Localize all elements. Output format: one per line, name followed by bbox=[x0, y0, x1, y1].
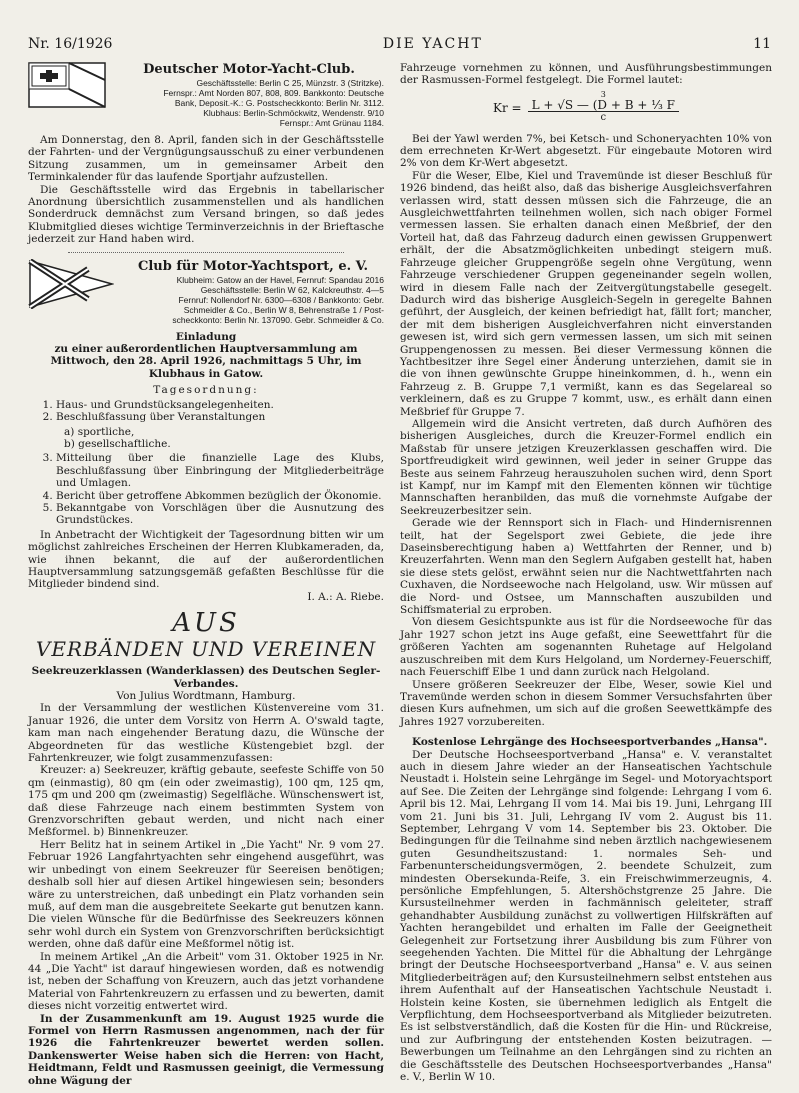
article-title: Seekreuzerklassen (Wanderklassen) des Deutschen Segler-Verbandes. bbox=[31, 665, 381, 690]
section-heading bbox=[28, 609, 384, 661]
club1-name: Deutscher Motor-Yacht-Club. bbox=[143, 62, 355, 77]
club1-line: Geschäftsstelle: Berlin C 25, Münzstr. 3 (Stritzke). bbox=[196, 78, 384, 88]
club2-header bbox=[28, 259, 384, 325]
hansa-title: Kostenlose Lehrgänge des Hochseesportverbandes „Hansa". bbox=[412, 736, 768, 749]
divider bbox=[68, 252, 344, 253]
right-column bbox=[400, 62, 772, 1084]
invite-title: Einladung bbox=[175, 330, 237, 343]
right-paragraph: Allgemein wird die Ansicht vertreten, daß durch Aufhören des bisherigen Ausgleiches, durch die Kreuzer-Formel endlich ein Maßstab für unsere jetzigen Kreuzerklassen geschaffen wird. Die Sportfreudigkeit wird gewinnen, weil jeder in seiner Gruppe das Beste aus seinem Fahrzeug herauszuholen suchen wird, denn Sport ist Kampf, nur im Kampf mit den Elementen können wir tüchtige Mannschaften heranbilden, das muß die vornehmste Aufgabe der Seekreuzerbesitzer sein. bbox=[400, 417, 772, 517]
magazine-title: DIE YACHT bbox=[382, 36, 483, 52]
club1-info bbox=[114, 62, 384, 128]
cross-flag-icon bbox=[28, 259, 114, 309]
club2-name: Club für Motor-Yachtsport, e. V. bbox=[137, 258, 369, 274]
club1-line: Fernspr.: Amt Grünau 1184. bbox=[279, 118, 384, 128]
right-paragraph: Von diesem Gesichtspunkte aus ist für die Nordseewoche für das Jahr 1927 schon jetzt ins Auge gefaßt, eine Seewettfahrt für die größeren Yachten am sogenannten Ruhetage auf Helgoland auszuschreiben mit dem Kurs Helgoland, um Norderney-Feuerschiff, nach Feuerschiff Elbe 1 und dann zurück nach Helgoland. bbox=[400, 616, 772, 679]
right-paragraph: Fahrzeuge vornehmen zu können, und Ausführungsbestimmungen der Rasmussen-Formel festgelegt. Die Formel lautet: bbox=[400, 62, 772, 87]
club2-closing: In Anbetracht der Wichtigkeit der Tagesordnung bitten wir um möglichst zahlreiches Erscheinen der Herren Klubkameraden, da, wie ihnen bekannt, die auf der außerordentlichen Hauptversammlung satzungsgemäß gefaßten Beschlüsse für die Mitglieder bindend sind. bbox=[28, 528, 384, 591]
burgee-icon bbox=[28, 62, 106, 108]
club1-paragraph: Am Donnerstag, den 8. April, fanden sich in der Geschäftsstelle der Fahrten- und der Vergnügungsausschuß zu einer verbundenen Sitzung zusammen, um in gemeinsamer Arbeit den Terminkalender für das laufende Sportjahr aufzustellen. bbox=[28, 134, 384, 184]
formula-lhs: Kr = bbox=[493, 100, 522, 115]
left-column bbox=[28, 62, 384, 1087]
club1-paragraph: Die Geschäftsstelle wird das Ergebnis in tabellarischer Anordnung übersichtlich zusammenstellen und als handlichen Sonderdruck demnächst zum Versand bringen, so daß jedes Klubmitglied dieses wichtige Terminverzeichnis in der Brieftasche jederzeit zur Hand haben wird. bbox=[28, 183, 384, 246]
club1-line: Bank, Deposit.-K.: G. Postscheckkonto: Berlin Nr. 3112. bbox=[174, 98, 384, 108]
article-paragraph: In der Zusammenkunft am 19. August 1925 wurde die Formel von Herrn Rasmussen angenommen, nach der für 1926 die Fahrtenkreuzer bewertet werden sollen. Dankenswerter Weise haben sich die Herren: von Hacht, Heidtmann, Feldt und Rasmussen geeinigt, die Vermessung ohne Wägung der bbox=[28, 1012, 384, 1087]
right-paragraph: Gerade wie der Rennsport sich in Flach- und Hindernisrennen teilt, hat der Segelsport zwei Gebiete, die jede ihre Daseinsberechtigung haben a) Wettfahrten der Renner, und b) Kreuzerfahrten. Wenn man den Seglern Aufgaben gestellt hat, haben sie diese stets gelöst, erwähnt seien nur die Nachtwettfahrten nach Cuxhaven, die Nordseewoche nach Helgoland, usw. Wir müssen auf die Nord- und Ostsee, um Mannschaften auszubilden und Schiffsmaterial zu erproben. bbox=[400, 517, 772, 617]
club1-header bbox=[28, 62, 384, 128]
agenda-list-cont bbox=[28, 452, 384, 526]
club2-line: Fernruf: Nollendorf Nr. 6300—6308 / Bankkonto: Gebr. bbox=[178, 294, 384, 305]
right-paragraph: Unsere größeren Seekreuzer der Elbe, Weser, sowie Kiel und Travemünde werden schon in diesem Sommer Versuchsfahrten über diesen Kurs aufnehmen, um sich auf die großen Seewettkämpfe des Jahres 1927 vorzubereiten. bbox=[400, 678, 772, 728]
agenda-sub-item: b) gesellschaftliche. bbox=[64, 437, 171, 450]
formula-fraction bbox=[528, 91, 679, 125]
club2-signature: I. A.: A. Riebe. bbox=[307, 590, 384, 603]
section-heading-line1: AUS bbox=[172, 608, 240, 639]
formula-denominator: c bbox=[600, 112, 607, 124]
club1-line: Fernspr.: Amt Norden 807, 808, 809. Bankkonto: Deutsche bbox=[163, 88, 384, 98]
agenda-item: 2. Beschlußfassung über Veranstaltungen bbox=[56, 411, 384, 423]
article-paragraph: In meinem Artikel „An die Arbeit" vom 31. Oktober 1925 in Nr. 44 „Die Yacht" ist darauf hingewiesen worden, daß es notwendig ist, neben der Schaffung von Kreuzern, auch das jetzt vorhandene Material von Fahrtenkreuzern zu erfassen und zu bewerten, damit dieses nicht vorzeitig entwertet wird. bbox=[28, 950, 384, 1013]
club2-line: scheckkonto: Berlin Nr. 137090. Gebr. Schmeidler & Co. bbox=[172, 314, 384, 325]
club2-info bbox=[122, 259, 384, 325]
invite-text: zu einer außerordentlichen Hauptversammlung am Mittwoch, den 28. April 1926, nachmittags 5 Uhr, im Klubhaus in Gatow. bbox=[50, 343, 362, 380]
agenda-sub-item: a) sportliche, bbox=[64, 425, 135, 438]
agenda-item: 4. Bericht über getroffene Abkommen bezüglich der Ökonomie. bbox=[56, 490, 384, 502]
right-paragraph: Bei der Yawl werden 7%, bei Ketsch- und Schoneryachten 10% von dem errechneten Kr-Wert abgesetzt. Für eingebaute Motoren wird 2% von dem Kr-Wert abgesetzt. bbox=[400, 132, 772, 170]
article-paragraph: Herr Belitz hat in seinem Artikel in „Die Yacht" Nr. 9 vom 27. Februar 1926 Langfahrtyachten sehr eingehend ausgeführt, was wir unbedingt von einem Seekreuzer für Seereisen benötigen; deshalb soll hier auf diesen Artikel hingewiesen sein; besonders wäre zu unterstreichen, daß unbedingt ein Platz vorhanden sein muß, auf dem man die ausgebreitete Seekarte gut benutzen kann. Die vielen Wünsche für die Bedürfnisse des Seekreuzers können sehr wohl durch ein System von Grenzvorschriften berücksichtigt werden, ohne daß dafür eine Meßformel nötig ist. bbox=[28, 838, 384, 951]
issue-number: Nr. 16/1926 bbox=[28, 36, 113, 52]
club2-line: Schmeidler & Co., Berlin W 8, Behrenstraße 1 / Post- bbox=[183, 304, 384, 315]
article-author: Von Julius Wordtmann, Hamburg. bbox=[116, 690, 296, 702]
agenda-item: 5. Bekanntgabe von Vorschlägen über die Ausnutzung des Grundstückes. bbox=[56, 502, 384, 527]
club2-line: Geschäftsstelle: Berlin W 62, Kalckreuthstr. 4—5 bbox=[200, 284, 384, 295]
club2-line: Klubheim: Gatow an der Havel, Fernruf: Spandau 2016 bbox=[176, 274, 384, 285]
club1-line: Klubhaus: Berlin-Schmöckwitz, Wendenstr. 9/10 bbox=[203, 108, 384, 118]
article-paragraph: In der Versammlung der westlichen Küstenvereine vom 31. Januar 1926, die unter dem Vorsitz von Herrn A. O'swald tagte, kam man nach eingehender Beratung dazu, die Wünsche der Abgeordneten für das westliche Küstengebiet bzgl. der Fahrtenkreuzer, wie folgt zusammenzufassen: bbox=[28, 702, 384, 765]
formula bbox=[400, 91, 772, 125]
formula-root-index: 3 bbox=[600, 89, 606, 99]
agenda-list bbox=[28, 399, 384, 424]
agenda-title: Tagesordnung: bbox=[153, 384, 259, 397]
agenda-item: 3. Mitteilung über die finanzielle Lage des Klubs, Beschlußfassung über Einbringung der Mitgliederbeiträge und Umlagen. bbox=[56, 452, 384, 489]
page-header bbox=[28, 34, 771, 54]
formula-numerator: L + √S — (D + B + ⅓ F bbox=[528, 99, 679, 112]
section-heading-line2: VERBÄNDEN UND VEREINEN bbox=[35, 637, 377, 662]
right-paragraph: Für die Weser, Elbe, Kiel und Travemünde ist dieser Beschluß für 1926 bindend, das heißt also, daß das bisherige Ausgleichsverfahren verlassen wird, statt dessen müssen sich die Fahrzeuge, die an Ausgleichwettfahrten teilnehmen wollen, sich nach obiger Formel vermessen lassen. Sie erhalten danach einen Meßbrief, der den Vorteil hat, daß das Fahrzeug dadurch einen gewissen Gruppenwert erhält, der die Absatzmöglichkeiten unbedingt steigern muß. Fahrzeuge gleicher Gruppengröße segeln ohne Vergütung, wenn Fahrzeuge verschiedener Gruppen gegeneinander segeln wollen, wird in diesem Falle nach der Zeitvergütungstabelle gesegelt. Dadurch wird das bisherige Ausgleich-Segeln in geregelte Bahnen geführt, der Ausgleich, der keinen befriedigt hat, fällt fort; mancher, der mit dem bisherigen Ausgleichverfahren nicht einverstanden gewesen ist, wird sich gern vermessen lassen, um sich mit seinen Gruppengenossen zu messen. Bei dieser Vermessung können die Yachtbesitzer ihre Segel einer Änderung unterziehen, damit sie in die von ihnen gewünschte Gruppe hineinkommen, d. h., wenn ein Fahrzeug z. B. Gruppe 7,1 vermißt, kann es das Segelareal so verkleinern, daß es zu Gruppe 7 kommt, usw., es erhält dann einen Meßbrief für Gruppe 7. bbox=[400, 169, 772, 418]
hansa-text: Der Deutsche Hochseesportverband „Hansa" e. V. veranstaltet auch in diesem Jahre wieder an der Hanseatischen Yachtschule Neustadt i. Holstein seine Lehrgänge im Segel- und Motoryachtsport auf See. Die Zeiten der Lehrgänge sind folgende: Lehrgang I vom 6. April bis 12. Mai, Lehrgang II vom 14. Mai bis 19. Juni, Lehrgang III vom 21. Juni bis 31. Juli, Lehrgang IV vom 2. August bis 11. September, Lehrgang V vom 14. September bis 23. Oktober. Die Bedingungen für die Teilnahme sind neben ärztlich nachgewiesenem guten Gesundheitszustand: 1. normales Seh- und Farbenunterscheidungsvermögen, 2. beendete Schulzeit, zum mindesten Obersekunda-Reife, 3. ein Freischwimmerzeugnis, 4. persönliche Empfehlungen, 5. Altershöchstgrenze 25 Jahre. Die Kursusteilnehmer werden in fachmännisch geleiteter, straff gehandhabter Ausbildung zunächst zu vollwertigen Hilfskräften auf Yachten herangebildet und erhalten im Falle der Geeignetheit Gelegenheit zur Fortsetzung ihrer Ausbildung bis zum Führer von seegehenden Yachten. Die Mittel für die Abhaltung der Lehrgänge bringt der Deutsche Hochseesportverband „Hansa" e. V. aus seinen Mitgliederbeiträgen auf; den Kursusteilnehmern selbst entstehen aus ihrem Aufenthalt auf der Hanseatischen Yachtschule Neustadt i. Holstein keine Kosten, sie übernehmen lediglich als Entgelt die Verpflichtung, dem Hochseesportverband als Mitglieder beizutreten. Es ist selbstverständlich, daß die Kosten für die Hin- und Rückreise, und zur Aufbringung der entstehenden Kosten beizutragen. — Bewerbungen um Teilnahme an den Lehrgängen sind zu richten an die Geschäftsstelle des Deutschen Hochseesportverbandes „Hansa" e. V., Berlin W 10. bbox=[400, 748, 772, 1084]
article-paragraph: Kreuzer: a) Seekreuzer, kräftig gebaute, seefeste Schiffe von 50 qm (einmastig), 80 qm (ein oder zweimastig), 100 qm, 125 qm, 175 qm und 200 qm (zweimastig) Segelfläche. Wünschenswert ist, daß diese Fahrzeuge nach einem bestimmten System von Grenzvorschriften gebaut werden, und nicht nach einer Meßformel. b) Binnenkreuzer. bbox=[28, 764, 384, 839]
page-number: 11 bbox=[753, 36, 771, 52]
agenda-item: 1. Haus- und Grundstücksangelegenheiten. bbox=[56, 399, 384, 411]
